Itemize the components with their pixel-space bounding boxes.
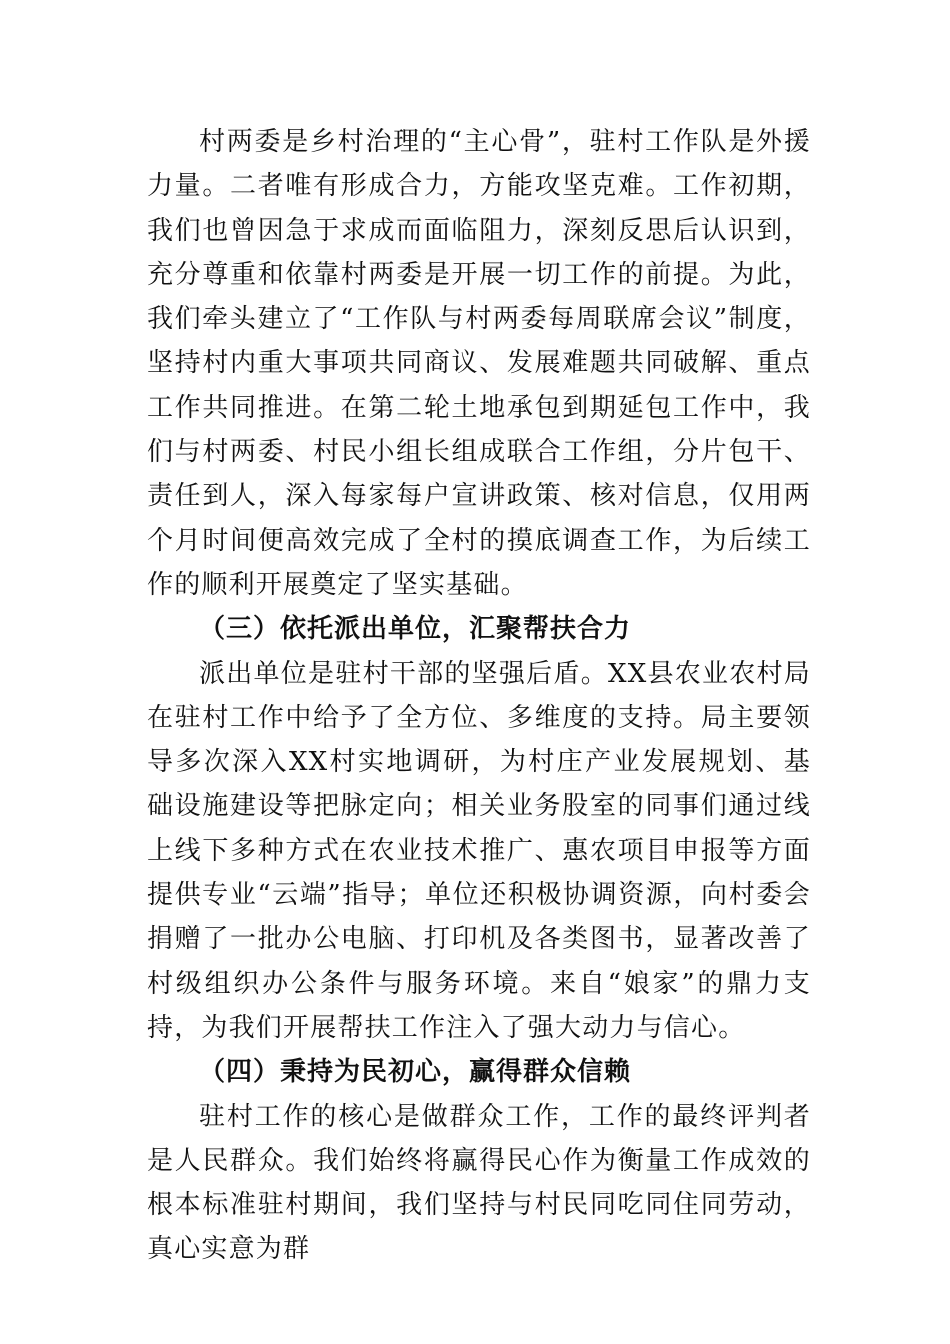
section-heading-3: （三）依托派出单位，汇聚帮扶合力 xyxy=(199,614,632,645)
paragraph-village-committee: 村两委是乡村治理的“主心骨”，驻村工作队是外援力量。二者唯有形成合力，方能攻坚克难。工作初期，我们也曾因急于求成而面临阻力，深刻反思后认识到，充分尊重和依靠村两委是开展一切工作的前提。为此，我们牵头建立了“工作队与村两委每周联席会议”制度，坚持村内重大事项共同商议、发展难题共同破解、重点工作共同推进。在第二轮土地承包到期延包工作中，我们与村两委、村民小组长组成联合工作组，分片包干、责任到人，深入每家每户宣讲政策、核对信息，仅用两个月时间便高效完成了全村的摸底调查工作，为后续工作的顺利开展奠定了坚实基础。 xyxy=(147,127,811,600)
paragraph-dispatching-unit: 派出单位是驻村干部的坚强后盾。XX县农业农村局在驻村工作中给予了全方位、多维度的支持。局主要领导多次深入XX村实地调研，为村庄产业发展规划、基础设施建设等把脉定向；相关业务股室的同事们通过线上线下多种方式在农业技术推广、惠农项目申报等方面提供专业“云端”指导；单位还积极协调资源，向村委会捐赠了一批办公电脑、打印机及各类图书，显著改善了村级组织办公条件与服务环境。来自“娘家”的鼎力支持，为我们开展帮扶工作注入了强大动力与信心。 xyxy=(147,658,811,1043)
paragraph-serving-people: 驻村工作的核心是做群众工作，工作的最终评判者是人民群众。我们始终将赢得民心作为衡量工作成效的根本标准驻村期间，我们坚持与村民同吃同住同劳动，真心实意为群 xyxy=(147,1101,811,1265)
section-heading-4: （四）秉持为民初心，赢得群众信赖 xyxy=(199,1057,632,1088)
document-body xyxy=(147,120,811,1272)
